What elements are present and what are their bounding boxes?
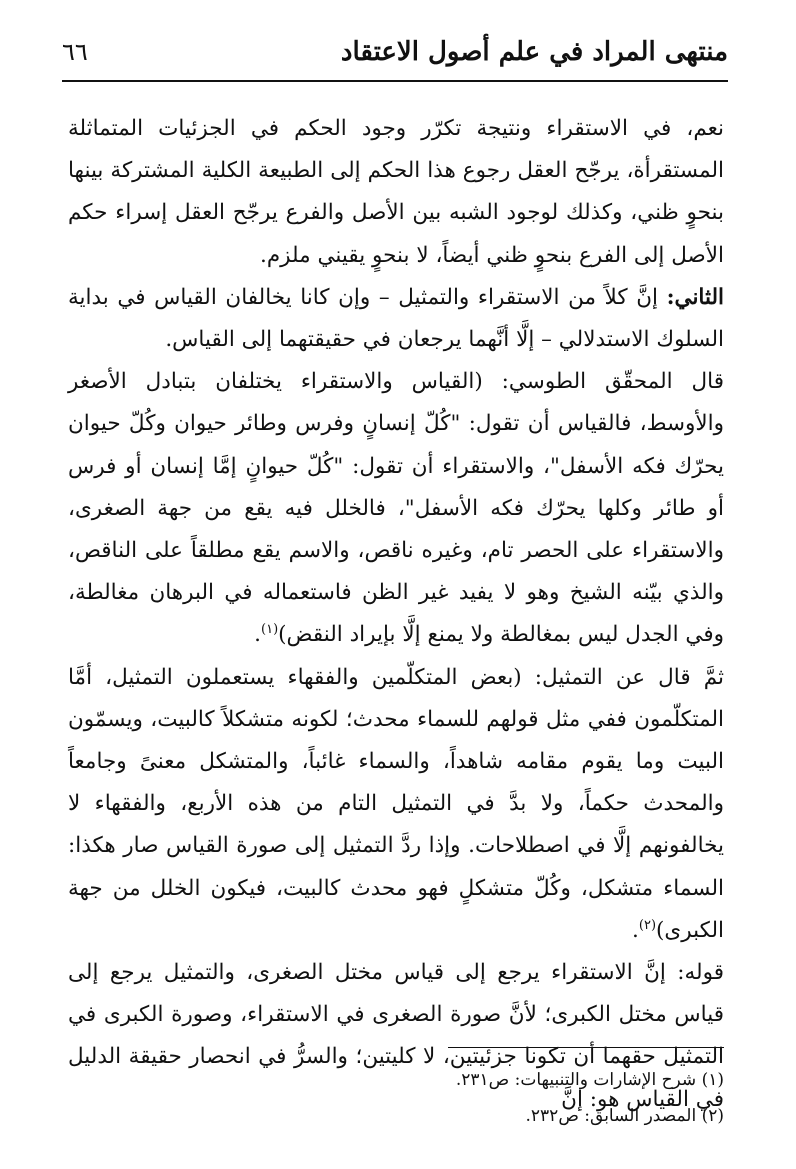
body-text bbox=[68, 108, 724, 1121]
paragraph-5-text: قوله: إنَّ الاستقراء يرجع إلى قياس مختل الصغرى، والتمثيل يرجع إلى قياس مختل الكبرى؛ لأنَّ صورة الصغرى في الاستقراء، وصورة الكبرى في التمثيل حقهما أن تكونا جزئيتين، لا كليتين؛ والسرُّ في انحصار حقيقة الدليل في القياس هو: إنَّ bbox=[68, 960, 724, 1112]
footnote-2: (٢) المصدر السابق: ص٢٣٢. bbox=[525, 1106, 724, 1126]
header-rule bbox=[62, 80, 728, 82]
paragraph-3-text: قال المحقّق الطوسي: (القياس والاستقراء يختلفان بتبادل الأصغر والأوسط، فالقياس أن تقول: "كُلّ إنسانٍ وفرس وطائر حيوان وكُلّ حيوان يحرّك فكه الأسفل"، والاستقراء أن تقول: "كُلّ حيوانٍ إمَّا إنسان أو فرس أو طائر وكلها يحرّك فكه الأسفل"، فالخلل فيه يقع من جهة الصغرى، والاستقراء على الحصر تام، وغيره ناقص، والاسم يقع مطلقاً على الناقص، والذي بيّنه الشيخ وهو لا يفيد غير الظن فاستعماله في البرهان مغالطة، وفي الجدل ليس بمغالطة ولا يمنع إلَّا بإيراد النقض) bbox=[68, 369, 724, 648]
footnotes bbox=[300, 1062, 724, 1134]
footnote-1: (١) شرح الإشارات والتنبيهات: ص٢٣١. bbox=[455, 1070, 724, 1090]
paragraph-3: قال المحقّق الطوسي: (القياس والاستقراء يختلفان بتبادل الأصغر والأوسط، فالقياس أن تقول: "كُلّ إنسانٍ وفرس وطائر حيوان وكُلّ حيوان يحرّك فكه الأسفل"، والاستقراء أن تقول: "كُلّ حيوانٍ إمَّا إنسان أو فرس أو طائر وكلها يحرّك فكه الأسفل"، فالخلل فيه يقع من جهة الصغرى، والاستقراء على الحصر تام، وغيره ناقص، والاسم يقع مطلقاً على الناقص، والذي بيّنه الشيخ وهو لا يفيد غير الظن فاستعماله في البرهان مغالطة، وفي الجدل ليس بمغالطة ولا يمنع إلَّا بإيراد النقض)$^{(١)}$. bbox=[68, 369, 724, 648]
running-header bbox=[62, 30, 728, 74]
paragraph-1 bbox=[68, 108, 724, 277]
paragraph-2-text: إنَّ كلاً من الاستقراء والتمثيل – وإن كانا يخالفان القياس في بداية السلوك الاستدلالي – إلَّا أنَّهما يرجعان في حقيقتهما إلى القياس. bbox=[68, 284, 724, 353]
footnote-ref-1[interactable]: (١) bbox=[261, 622, 279, 638]
running-header-title: منتهى المراد في علم أصول الاعتقاد bbox=[340, 37, 728, 67]
footnote-ref-2[interactable]: (٢) bbox=[638, 917, 657, 933]
paragraph-4: ثمَّ قال عن التمثيل: (بعض المتكلّمين والفقهاء يستعملون التمثيل، أمَّا المتكلّمون ففي مثل قولهم للسماء محدث؛ لكونه متشكلاً كالبيت، ويسمّون البيت وما يقوم مقامه شاهداً، والسماء غائباً، والمتشكل معنىً وجامعاً والمحدث حكماً، ولا بدَّ في التمثيل التام من هذه الأربع، والفقهاء لا يخالفونهم إلَّا في اصطلاحات. وإذا ردَّ التمثيل إلى صورة القياس صار هكذا: السماء متشكل، وكُلّ متشكلٍ فهو محدث كالبيت، فيكون الخلل من جهة الكبرى)$^{(٢)}$. bbox=[68, 664, 724, 943]
paragraph-4-text: ثمَّ قال عن التمثيل: (بعض المتكلّمين والفقهاء يستعملون التمثيل، أمَّا المتكلّمون ففي مثل قولهم للسماء محدث؛ لكونه متشكلاً كالبيت، ويسمّون البيت وما يقوم مقامه شاهداً، والسماء غائباً، والمتشكل معنىً وجامعاً والمحدث حكماً، ولا بدَّ في التمثيل التام من هذه الأربع، والفقهاء لا يخالفونهم إلَّا في اصطلاحات. وإذا ردَّ التمثيل إلى صورة القياس صار هكذا: السماء متشكل، وكُلّ متشكلٍ فهو محدث كالبيت، فيكون الخلل من جهة الكبرى) bbox=[68, 664, 724, 943]
paragraph-2 bbox=[68, 277, 724, 361]
paragraph-1-text: نعم، في الاستقراء ونتيجة تكرّر وجود الحكم في الجزئيات المتماثلة المستقرأة، يرجّح العقل رجوع هذا الحكم إلى الطبيعة الكلية المشتركة بينها بنحوٍ ظني، وكذلك لوجود الشبه بين الأصل والفرع يرجّح العقل إسراء حكم الأصل إلى الفرع بنحوٍ ظني أيضاً، لا بنحوٍ يقيني ملزم. bbox=[68, 116, 724, 268]
footnote-separator bbox=[448, 1047, 724, 1048]
paragraph-2-lead: الثاني: bbox=[666, 284, 724, 310]
page-number: ٦٦ bbox=[62, 38, 88, 66]
